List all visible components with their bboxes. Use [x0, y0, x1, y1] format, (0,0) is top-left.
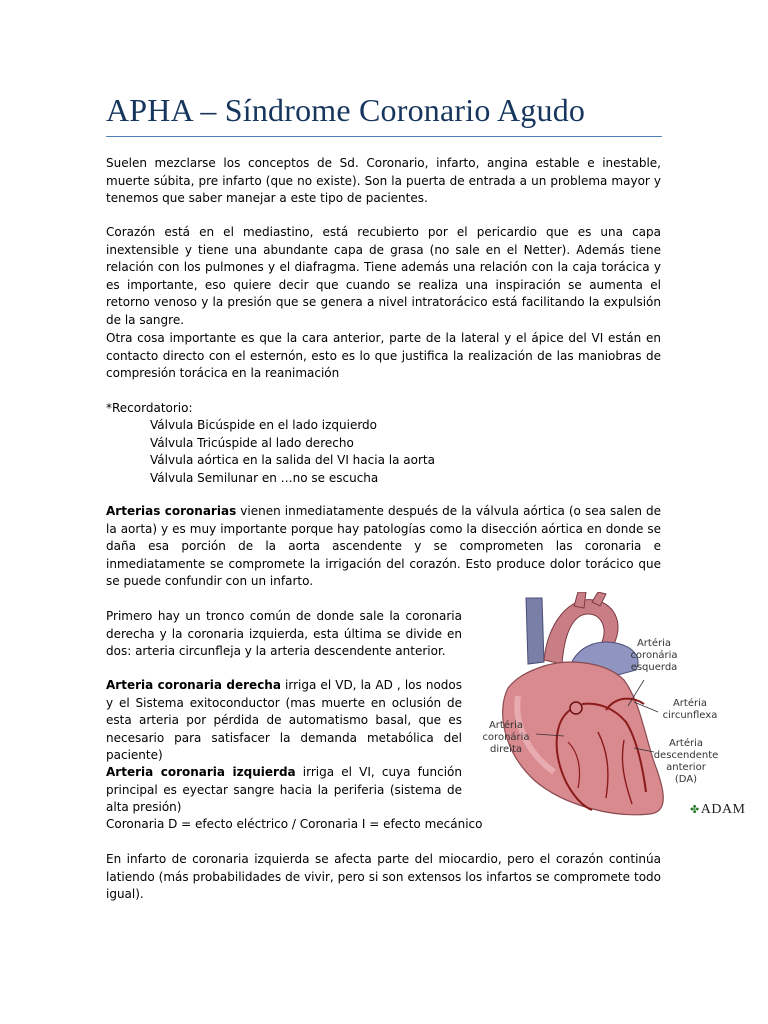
label-line: (DA) — [674, 774, 698, 785]
reminder-item: Válvula Bicúspide en el lado izquierdo — [150, 418, 378, 432]
term-coronaria-derecha: Arteria coronaria derecha — [106, 678, 281, 692]
label-line: Artéria — [672, 698, 708, 709]
adam-logo — [690, 802, 746, 818]
label-line: Artéria — [488, 720, 524, 731]
paragraph-cara-anterior: Otra cosa importante es que la cara anterior, parte de la lateral y el ápice del VI están en contacto directo con el esternón, esto es lo que justifica la realización de las maniobras de compresión torácica en la reanimación — [106, 331, 661, 380]
reminder-item: Válvula Semilunar en …no se escucha — [150, 470, 379, 485]
label-line: Artéria — [636, 638, 672, 649]
arterias-coronarias-text: vienen inmediatamente después de la válvula aórtica (o sea salen de la aorta) y es muy importante porque hay patologías como la disección aórtica en donde se daña esa porción de la aorta ascendente y se comprometen las coronaria e inmediatamente se compromete la irrigación del corazón. Esto produce dolor torácico que se puede confundir con un infarto. — [106, 504, 661, 588]
paragraph-intro: Suelen mezclarse los conceptos de Sd. Coronario, infarto, angina estable e inestable, muerte súbita, pre infarto (que no existe). Son la puerta de entrada a un problema mayor y tenemos que saber manejar a este tipo de pacientes. — [106, 156, 661, 205]
vena-cava-shape — [526, 598, 544, 664]
aortic-branch-shape — [574, 592, 586, 608]
title-underline — [106, 136, 662, 137]
paragraph-mediastino: Corazón está en el mediastino, está recubierto por el pericardio que es una capa inextensible y tiene una abundante capa de grasa (no sale en el Netter). Además tiene relación con los pulmones y el diafragma. Tiene además una relación con la caja torácica y es importante, eso quiere decir que cuando se realiza una inspiración se aumenta el retorno venoso y la presión que se genera a nivel intratorácico está facilitando la expulsión de la sangre. — [106, 225, 661, 327]
label-line: esquerda — [630, 662, 678, 673]
label-arteria-circunflexa — [660, 698, 720, 722]
coronaria-izquierda-text: irriga el VI, cuya función principal es eyectar sangre hacia la periferia (sistema de alta presión) — [106, 765, 462, 814]
label-line: direita — [490, 744, 522, 755]
term-arterias-coronarias: Arterias coronarias — [106, 504, 237, 518]
label-line: anterior — [666, 762, 706, 773]
reminder-item: Válvula Tricúspide al lado derecho — [150, 435, 354, 450]
term-coronaria-izquierda: Arteria coronaria izquierda — [106, 765, 296, 779]
paragraph-arterias-coronarias — [106, 503, 661, 591]
label-line: coronária — [630, 650, 678, 661]
heart-illustration — [474, 592, 750, 824]
label-arteria-coronaria-esquerda — [624, 638, 684, 674]
paragraph-coronaria-derecha — [106, 677, 462, 765]
adam-logo-icon: ✤ — [690, 804, 700, 816]
paragraph-coronaria-izquierda — [106, 764, 462, 817]
label-line: coronária — [482, 732, 530, 743]
label-line: circunflexa — [662, 710, 718, 721]
reminder-heading: *Recordatorio: — [106, 401, 193, 415]
document-title: APHA – Síndrome Coronario Agudo — [106, 92, 586, 128]
paragraph-infarto-izquierda: En infarto de coronaria izquierda se afecta parte del miocardio, pero el corazón continúa latiendo (más probabilidades de vivir, pero si son extensos los infartos se compromete todo igual). — [106, 852, 661, 901]
label-arteria-descendente-anterior — [652, 738, 720, 786]
coronaria-derecha-text: irriga el VD, la AD , los nodos y el Sistema exitoconductor (mas muerte en oclusión de esta arteria por pérdida de automatismo basal, que es necesario para satisfacer la demanda metabólica del paciente) — [106, 678, 462, 762]
adam-logo-text: ADAM — [700, 802, 746, 817]
label-line: descendente — [653, 750, 719, 761]
label-line: Artéria — [668, 738, 704, 749]
paragraph-tronco-comun: Primero hay un tronco común de donde sale la coronaria derecha y la coronaria izquierda, esta última se divide en dos: arteria circunfleja y la arteria descendente anterior. — [106, 609, 462, 658]
reminder-item: Válvula aórtica en la salida del VI hacia la aorta — [150, 453, 435, 467]
label-arteria-coronaria-direita — [478, 720, 534, 756]
paragraph-efectos: Coronaria D = efecto eléctrico / Coronaria I = efecto mecánico — [106, 817, 483, 831]
